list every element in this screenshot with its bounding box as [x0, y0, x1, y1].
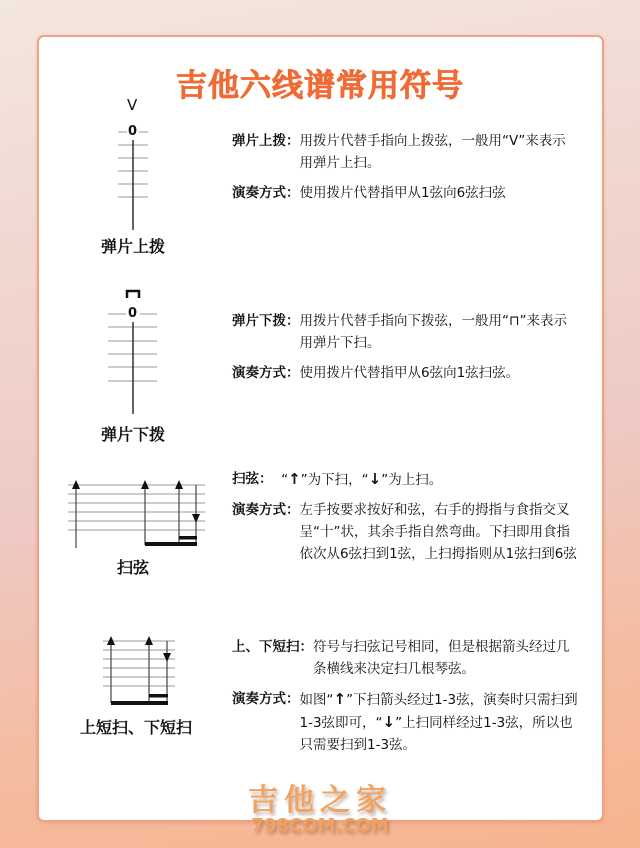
row-value: 使用拨片代替指甲从6弦向1弦扫弦。	[299, 365, 520, 381]
row-key: 演奏方式：	[232, 502, 300, 518]
row-value: 左手按要求按好和弦，右手的拇指与食指交叉呈“十”状，其余手指自然弯曲。下扫即用食指依次从6弦扫到1弦，上扫拇指则从1弦扫到6弦	[299, 502, 577, 562]
row-key: 扫弦：	[232, 471, 273, 487]
row-value: 使用拨片代替指甲从1弦向6弦扫弦	[299, 185, 506, 201]
down-arrow-icon: ↓	[368, 470, 382, 488]
text-part: ”下扫箭头经过1-3弦，演奏时只需扫到1-3弦即可，“	[299, 692, 578, 731]
row-key: 演奏方式：	[232, 691, 300, 707]
row-key: 演奏方式：	[232, 185, 300, 201]
row-value: 符号与扫弦记号相同，但是根据箭头经过几条横线来决定扫几根琴弦。	[313, 639, 570, 677]
watermark-logo: 吉他之家	[248, 783, 392, 818]
fret-number: 0	[128, 124, 138, 139]
up-arrow-icon: ↑	[333, 690, 347, 708]
up-arrow-icon: ↑	[288, 470, 301, 488]
text-part: ”为下扫，“	[300, 472, 369, 488]
symbol-label: 扫弦	[116, 558, 149, 577]
row-value: 用拨片代替手指向下拨弦，一般用“⊓”来表示用弹片下扫。	[299, 313, 568, 351]
symbol-label: 上短扫、下短扫	[79, 718, 192, 737]
text-part: 如图“	[299, 692, 334, 708]
upstroke-v-mark: V	[127, 96, 138, 114]
watermark-url: 798COM.COM	[251, 815, 389, 836]
text-part: ”为上扫。	[381, 472, 443, 488]
description-block	[232, 636, 582, 756]
row-key: 上、下短扫：	[232, 639, 313, 655]
text-part: “	[281, 472, 289, 488]
row-key: 演奏方式：	[232, 365, 300, 381]
symbol-label: 弹片下拨	[100, 425, 165, 444]
row-key: 弹片下拨：	[232, 313, 300, 329]
row-value: 用拨片代替手指向上拨弦，一般用“V”来表示用弹片上扫。	[299, 133, 566, 171]
down-arrow-icon: ↓	[382, 713, 396, 731]
page-title: 吉他六线谱常用符号	[176, 68, 464, 104]
fret-number: 0	[128, 306, 138, 321]
row-key: 弹片上拨：	[232, 133, 300, 149]
symbol-label: 弹片上拨	[100, 237, 165, 256]
row-value	[300, 688, 583, 756]
text-part: ”上扫同样经过1-3弦，所以也只需要扫到1-3弦。	[299, 715, 573, 753]
